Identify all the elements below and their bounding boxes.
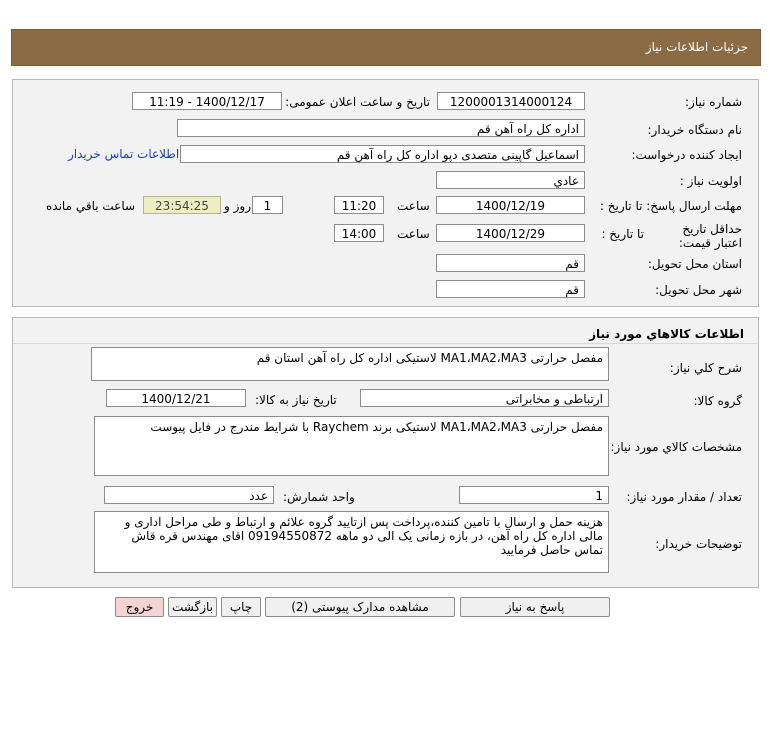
need-number-label: شماره نیاز: xyxy=(685,95,742,109)
priority-label: اولویت نیاز : xyxy=(679,174,742,188)
section-divider xyxy=(13,343,757,344)
remaining-label: ساعت باقي مانده xyxy=(46,199,136,213)
validity-to-label: تا تاریخ : xyxy=(601,227,644,241)
print-button[interactable]: چاپ xyxy=(221,597,261,617)
need-info-panel xyxy=(12,79,759,307)
need-date-field[interactable]: 1400/12/21 xyxy=(106,389,246,407)
send-deadline-label: مهلت ارسال پاسخ: تا تاریخ : xyxy=(599,199,742,213)
attachments-button[interactable]: مشاهده مدارک پیوستی (2) xyxy=(265,597,455,617)
validity-label: حداقل تاریخ اعتبار قیمت: xyxy=(678,222,742,250)
page-header xyxy=(11,29,761,66)
announce-field[interactable]: 1400/12/17 - 11:19 xyxy=(132,92,282,110)
qty-label: تعداد / مقدار مورد نیاز: xyxy=(626,490,742,504)
creator-field[interactable]: اسماعیل گاپینی متصدی دپو اداره کل راه آهن قم xyxy=(180,145,585,163)
validity-time-field[interactable]: 14:00 xyxy=(334,224,384,242)
goods-section-title: اطلاعات کالاهاي مورد نياز xyxy=(589,327,744,341)
days-label: روز و xyxy=(224,199,251,213)
group-label: گروه کالا: xyxy=(693,394,742,408)
send-deadline-date-field[interactable]: 1400/12/19 xyxy=(436,196,585,214)
remaining-timer: 23:54:25 xyxy=(143,196,221,214)
province-label: استان محل تحویل: xyxy=(647,257,742,271)
send-deadline-time-field[interactable]: 11:20 xyxy=(334,196,384,214)
city-label: شهر محل تحویل: xyxy=(655,283,742,297)
announce-label: تاریخ و ساعت اعلان عمومی: xyxy=(285,95,430,109)
exit-button[interactable]: خروج xyxy=(115,597,164,617)
unit-field[interactable]: عدد xyxy=(104,486,274,504)
reply-button[interactable]: پاسخ به نیاز xyxy=(460,597,610,617)
desc-label: توضیحات خریدار: xyxy=(655,537,742,551)
need-date-label: تاریخ نیاز به کالا: xyxy=(255,393,337,407)
buyer-label: نام دستگاه خریدار: xyxy=(647,123,742,137)
send-time-label: ساعت xyxy=(397,199,430,213)
group-field[interactable]: ارتباطی و مخابراتی xyxy=(360,389,609,407)
creator-label: ایجاد کننده درخواست: xyxy=(631,148,742,162)
province-field[interactable]: قم xyxy=(436,254,585,272)
summary-label: شرح کلي نياز: xyxy=(669,361,742,375)
city-field[interactable]: قم xyxy=(436,280,585,298)
specs-field[interactable]: مفصل حرارتی MA1،MA2،MA3 لاستیکی برند Raychem با شرایط مندرج در فایل پیوست xyxy=(94,416,609,476)
desc-field[interactable]: هزینه حمل و ارسال با تامین کننده،پرداخت پس ازتایید گروه علائم و ارتباط و طی مراحل اداری و مالی اداره کل راه آهن، در بازه زمانی یک الی دو ماهه 09194550872 اقای مهندس قره قاش تماس حاصل فرمایید xyxy=(94,511,609,573)
specs-label: مشخصات کالاي مورد نياز: xyxy=(610,440,742,454)
need-number-field[interactable]: 1200001314000124 xyxy=(437,92,585,110)
qty-field[interactable]: 1 xyxy=(459,486,609,504)
validity-date-field[interactable]: 1400/12/29 xyxy=(436,224,585,242)
contact-buyer-link[interactable]: اطلاعات تماس خریدار xyxy=(68,147,180,161)
validity-time-label: ساعت xyxy=(397,227,430,241)
summary-field[interactable]: مفصل حرارتی MA1،MA2،MA3 لاستیکی اداره کل راه آهن استان قم xyxy=(91,347,609,381)
unit-label: واحد شمارش: xyxy=(283,490,355,504)
buyer-field[interactable]: اداره کل راه آهن قم xyxy=(177,119,585,137)
back-button[interactable]: بازگشت xyxy=(168,597,217,617)
days-remaining-field[interactable]: 1 xyxy=(252,196,283,214)
page-title: جزئیات اطلاعات نیاز xyxy=(645,40,748,54)
priority-field[interactable]: عادي xyxy=(436,171,585,189)
